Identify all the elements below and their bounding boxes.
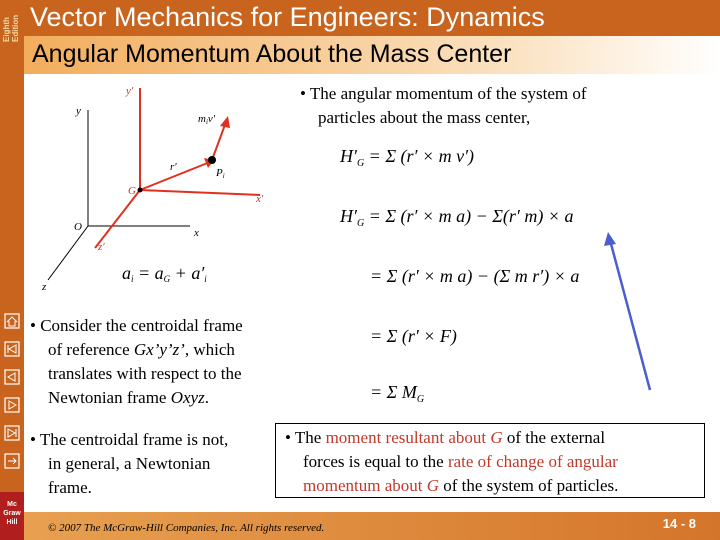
svg-text:= Σ (r′ × m a) − (Σ m r′) × a: = Σ (r′ × m a) − (Σ m r′) × a bbox=[370, 266, 580, 286]
bullet-4-line-3: momentum about G of the system of particles. bbox=[303, 476, 619, 495]
page-number: 14 - 8 bbox=[662, 516, 696, 531]
svg-text:ai = aG + a′i: ai = aG + a′i bbox=[122, 263, 207, 284]
svg-text:= Σ MG: = Σ $M_G$ bbox=[370, 382, 425, 405]
label-z-prime: z′ bbox=[98, 241, 105, 253]
label-x-prime: x′ bbox=[256, 193, 264, 205]
label-x: x bbox=[194, 227, 199, 239]
exit-icon[interactable] bbox=[3, 452, 21, 470]
slide-subtitle: Angular Momentum About the Mass Center bbox=[32, 40, 512, 68]
svg-text:H′G = Σ (r′ × m a) − Σ(r′ m) ×: $H'_G = \Sigma$ (r′ × m a) − Σ(r′ m) × a bbox=[340, 206, 574, 229]
sidebar bbox=[0, 0, 24, 540]
prev-slide-icon[interactable] bbox=[3, 368, 21, 386]
bullet-1-line-1: • The angular momentum of the system of bbox=[300, 84, 587, 103]
bullet-2-line-3: translates with respect to the bbox=[48, 364, 242, 383]
label-P: Pi bbox=[216, 167, 225, 180]
copyright: © 2007 The McGraw-Hill Companies, Inc. All rights reserved. bbox=[48, 522, 325, 534]
blue-arrow bbox=[600, 230, 660, 400]
bullet-2-line-2: of reference Gx’y’z’, which bbox=[48, 340, 235, 359]
bullet-3-line-3: frame. bbox=[48, 478, 92, 497]
label-y: y bbox=[76, 105, 81, 117]
edition-label: Eighth Edition bbox=[2, 14, 20, 42]
bullet-4-line-1: • The moment resultant about G of the external bbox=[285, 428, 606, 447]
label-O: O bbox=[74, 221, 82, 233]
bullet-3-line-1: • The centroidal frame is not, bbox=[30, 430, 229, 449]
bullet-2-line-4: Newtonian frame Oxyz. bbox=[48, 388, 209, 407]
first-slide-icon[interactable] bbox=[3, 340, 21, 358]
svg-text:= Σ (r′ × F): = Σ (r′ × F) bbox=[370, 326, 457, 346]
label-y-prime: y′ bbox=[126, 85, 134, 97]
label-momentum: miv′ bbox=[198, 113, 216, 126]
bullet-3-line-2: in general, a Newtonian bbox=[48, 454, 211, 473]
svg-text:H′G = Σ (r′ × m v′): $H'_G = \Sigma$ (r′ × m v′) bbox=[340, 146, 475, 169]
bullet-2-line-1: • Consider the centroidal frame bbox=[30, 316, 243, 335]
mcgraw-hill-logo: Mc Graw Hill bbox=[0, 492, 24, 540]
label-G: G bbox=[128, 185, 136, 197]
last-slide-icon[interactable] bbox=[3, 424, 21, 442]
bullet-1-line-2: particles about the mass center, bbox=[318, 108, 531, 127]
label-r: r′ bbox=[170, 161, 177, 173]
home-icon[interactable] bbox=[3, 312, 21, 330]
next-slide-icon[interactable] bbox=[3, 396, 21, 414]
bullet-4-line-2: forces is equal to the rate of change of angular bbox=[303, 452, 618, 471]
accel-equation bbox=[120, 255, 230, 289]
label-z: z bbox=[42, 281, 47, 293]
page-title: Vector Mechanics for Engineers: Dynamics bbox=[30, 2, 545, 32]
